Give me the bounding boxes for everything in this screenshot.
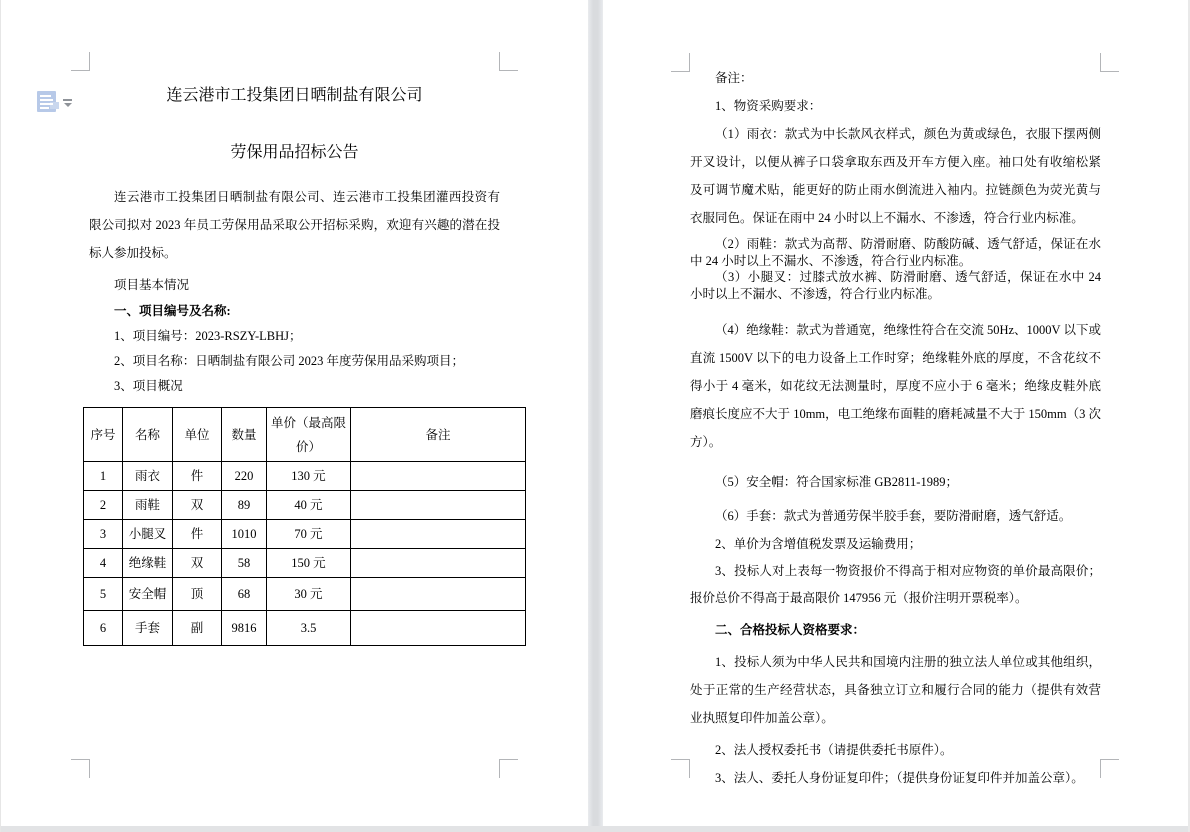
project-name: 2、项目名称：日晒制盐有限公司 2023 年度劳保用品采购项目； xyxy=(114,354,465,368)
crop-mark-bottom-right xyxy=(1100,759,1119,778)
price-includes-note: 2、单价为含增值税发票及运输费用； xyxy=(715,537,922,551)
bidder-req-2: 2、法人授权委托书（请提供委托书原件）。 xyxy=(715,743,953,757)
cell-name: 手套 xyxy=(123,611,173,646)
crop-mark-top-left xyxy=(671,53,690,72)
cell-index: 3 xyxy=(84,520,123,549)
cell-index: 1 xyxy=(84,462,123,491)
project-overview-label: 3、项目概况 xyxy=(114,379,183,393)
cell-price: 40 元 xyxy=(267,491,351,520)
cell-price: 150 元 xyxy=(267,549,351,578)
cell-price: 70 元 xyxy=(267,520,351,549)
table-row xyxy=(84,578,526,611)
cell-index: 6 xyxy=(84,611,123,646)
cell-unit: 双 xyxy=(173,491,222,520)
table-row xyxy=(84,491,526,520)
cell-name: 雨鞋 xyxy=(123,491,173,520)
cell-quantity: 1010 xyxy=(222,520,267,549)
bidder-req-3: 3、法人、委托人身份证复印件；（提供身份证复印件并加盖公章）。 xyxy=(715,771,1084,785)
req-waders: （3）小腿叉：过膝式放水裤、防滑耐磨、透气舒适，保证在水中 24 小时以上不漏水、不渗透，符合行业内标准。 xyxy=(690,270,1101,301)
table-header-row xyxy=(84,408,526,462)
cell-price: 3.5 xyxy=(267,611,351,646)
cell-quantity: 220 xyxy=(222,462,267,491)
document-page-2 xyxy=(603,0,1188,826)
cell-name: 安全帽 xyxy=(123,578,173,611)
procurement-req-label: 1、物资采购要求： xyxy=(715,99,822,113)
cell-name: 雨衣 xyxy=(123,462,173,491)
cell-price: 30 元 xyxy=(267,578,351,611)
crop-mark-top-left xyxy=(71,52,90,71)
cell-index: 5 xyxy=(84,578,123,611)
cell-index: 4 xyxy=(84,549,123,578)
paste-options-button[interactable] xyxy=(37,91,81,115)
cell-remark xyxy=(351,578,526,611)
cell-name: 绝缘鞋 xyxy=(123,549,173,578)
crop-mark-top-right xyxy=(1100,53,1119,72)
req-gloves: （6）手套：款式为普通劳保半胶手套，要防滑耐磨，透气舒适。 xyxy=(715,509,1072,523)
window-left-edge xyxy=(0,0,1,832)
price-limit-note: 3、投标人对上表每一物资报价不得高于相对应物资的单价最高限价；报价总价不得高于最高限价 147956 元（报价注明开票税率）。 xyxy=(690,564,1101,605)
col-header-unit: 单位 xyxy=(173,408,222,462)
page1-text-area xyxy=(89,70,500,646)
crop-mark-bottom-left xyxy=(671,759,690,778)
col-header-remark: 备注 xyxy=(351,408,526,462)
cell-quantity: 68 xyxy=(222,578,267,611)
crop-mark-bottom-left xyxy=(71,759,90,778)
req-rainboots: （2）雨鞋：款式为高帮、防滑耐磨、防酸防碱、透气舒适，保证在水中 24 小时以上不漏水、不渗透，符合行业内标准。 xyxy=(690,237,1101,268)
cell-quantity: 9816 xyxy=(222,611,267,646)
cell-unit: 双 xyxy=(173,549,222,578)
project-number: 1、项目编号：2023-RSZY-LBHJ； xyxy=(114,329,302,343)
cell-index: 2 xyxy=(84,491,123,520)
goods-table xyxy=(83,407,526,646)
cell-unit: 件 xyxy=(173,520,222,549)
company-title: 连云港市工投集团日晒制盐有限公司 xyxy=(166,87,423,104)
col-header-price: 单价（最高限价） xyxy=(267,408,351,462)
bidder-req-1: 1、投标人须为中华人民共和国境内注册的独立法人单位或其他组织，处于正常的生产经营状态，具备独立订立和履行合同的能力（提供有效营业执照复印件加盖公章）。 xyxy=(690,655,1101,725)
page2-text-area xyxy=(690,64,1101,792)
col-header-quantity: 数量 xyxy=(222,408,267,462)
document-page-1 xyxy=(1,0,588,826)
section2-heading: 二、合格投标人资格要求： xyxy=(715,623,866,637)
col-header-index: 序号 xyxy=(84,408,123,462)
announcement-title: 劳保用品招标公告 xyxy=(230,144,359,161)
req-insulated-shoes: （4）绝缘鞋：款式为普通宽，绝缘性符合在交流 50Hz、1000V 以下或直流 1500V 以下的电力设备上工作时穿；绝缘鞋外底的厚度，不含花纹不得小于 4 毫米，如花纹无法测量时，厚度不应小于 6 毫米；绝缘皮鞋外底磨痕长度应不大于 10mm，电工绝缘布面鞋的磨耗减量不大于 150mm（3 次方）。 xyxy=(690,323,1101,449)
section1-heading: 一、项目编号及名称: xyxy=(114,304,231,318)
req-raincoat: （1）雨衣：款式为中长款风衣样式，颜色为黄或绿色，衣服下摆两侧开叉设计，以便从裤子口袋拿取东西及开车方便入座。袖口处有收缩松紧及可调节魔术贴，能更好的防止雨水倒流进入袖内。拉链颜色为荧光黄与衣服同色。保证在雨中 24 小时以上不漏水、不渗透，符合行业内标准。 xyxy=(690,127,1101,225)
remark-heading: 备注： xyxy=(715,71,753,85)
crop-mark-bottom-right xyxy=(499,759,518,778)
cell-remark xyxy=(351,549,526,578)
cell-quantity: 58 xyxy=(222,549,267,578)
cell-name: 小腿叉 xyxy=(123,520,173,549)
cell-remark xyxy=(351,491,526,520)
table-row xyxy=(84,462,526,491)
cell-unit: 副 xyxy=(173,611,222,646)
cell-remark xyxy=(351,520,526,549)
cell-remark xyxy=(351,462,526,491)
window-bottom-edge xyxy=(0,826,1190,832)
table-row xyxy=(84,549,526,578)
req-safety-helmet: （5）安全帽：符合国家标准 GB2811-1989； xyxy=(715,475,958,489)
cell-remark xyxy=(351,611,526,646)
paste-document-icon xyxy=(37,91,56,112)
table-row xyxy=(84,520,526,549)
page-gap xyxy=(588,0,603,826)
overview-label: 项目基本情况 xyxy=(114,278,190,292)
chevron-down-icon[interactable] xyxy=(63,99,72,107)
crop-mark-top-right xyxy=(499,52,518,71)
table-row xyxy=(84,611,526,646)
cell-unit: 顶 xyxy=(173,578,222,611)
cell-quantity: 89 xyxy=(222,491,267,520)
intro-paragraph: 连云港市工投集团日晒制盐有限公司、连云港市工投集团灌西投资有限公司拟对 2023 年员工劳保用品采取公开招标采购，欢迎有兴趣的潜在投标人参加投标。 xyxy=(89,190,500,260)
cell-price: 130 元 xyxy=(267,462,351,491)
col-header-name: 名称 xyxy=(123,408,173,462)
cell-unit: 件 xyxy=(173,462,222,491)
